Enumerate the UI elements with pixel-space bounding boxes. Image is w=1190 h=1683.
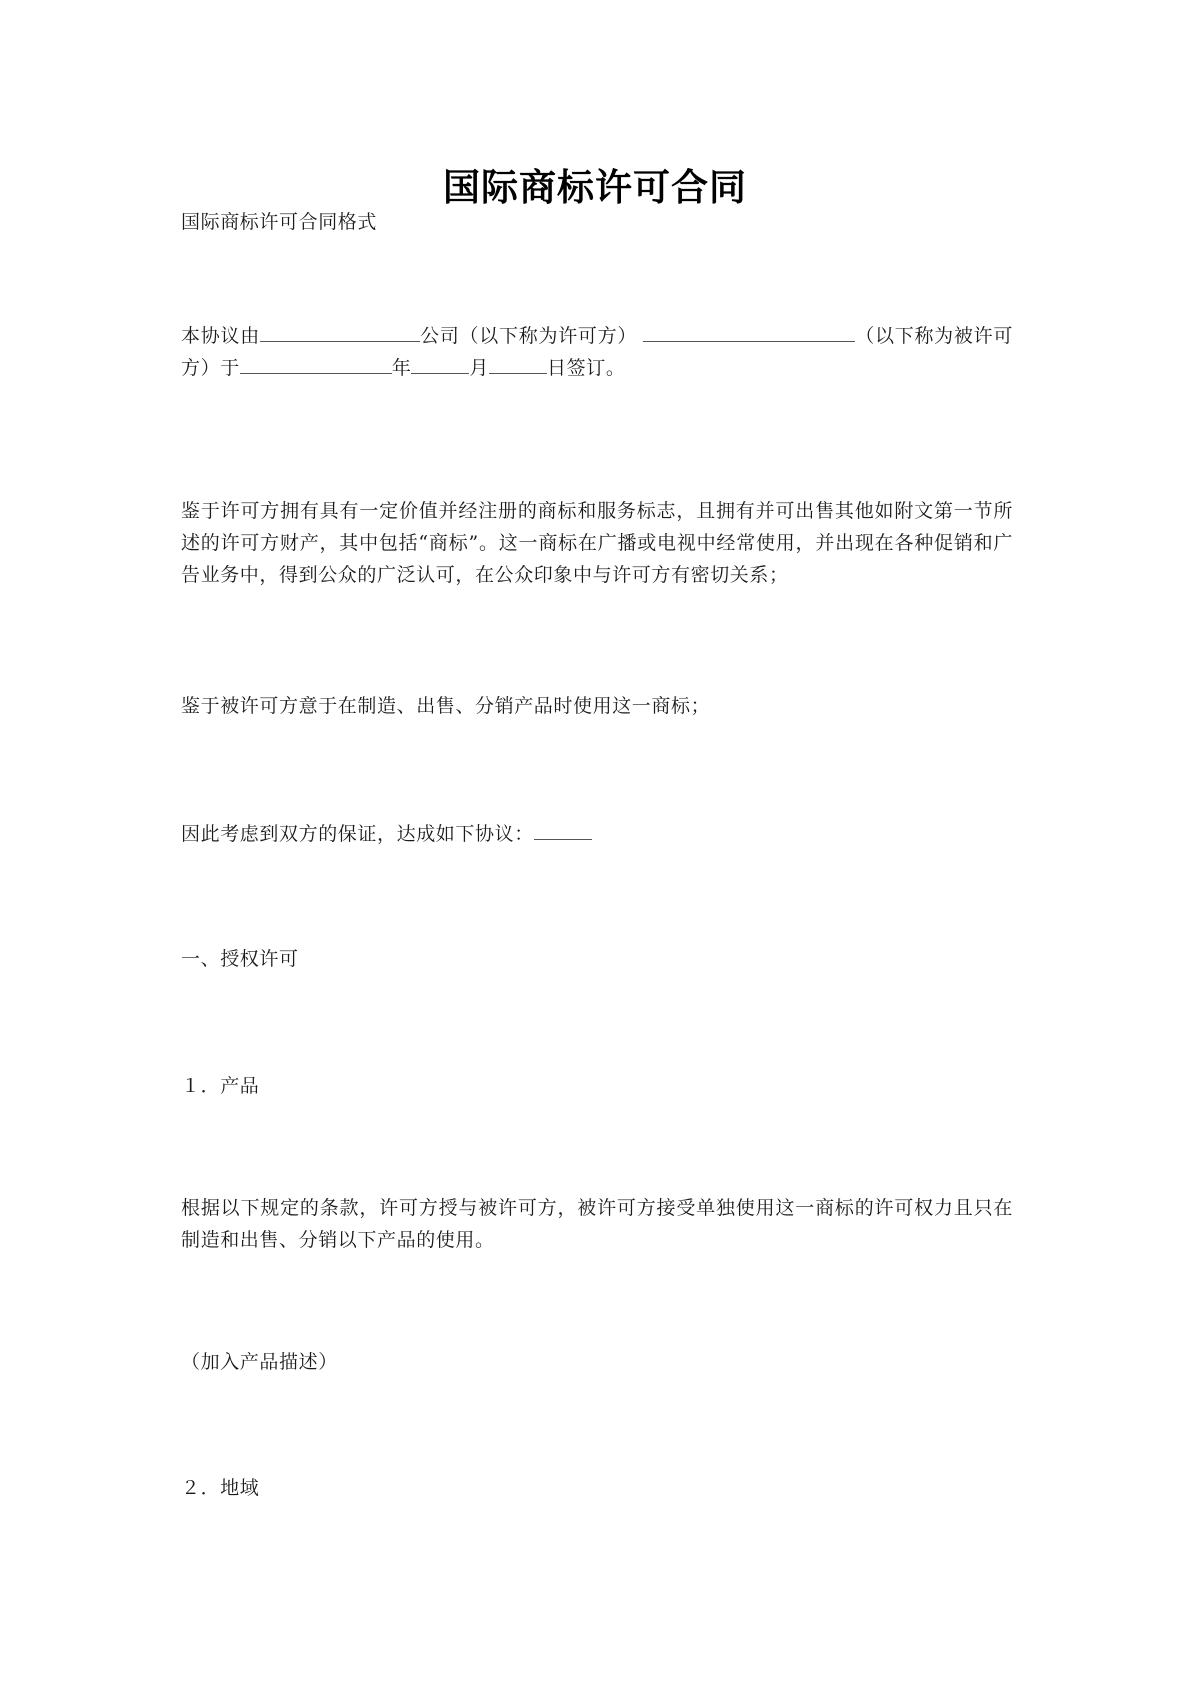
therefore-text: 因此考虑到双方的保证，达成如下协议： [181, 823, 534, 845]
intro-paragraph [181, 320, 1013, 384]
year-blank[interactable] [240, 355, 392, 374]
whereas-paragraph-2: 鉴于被许可方意于在制造、出售、分销产品时使用这一商标； [181, 695, 711, 717]
intro-text-4: 年 [391, 357, 412, 379]
clause-1-body: 根据以下规定的条款，许可方授与被许可方，被许可方接受单独使用这一商标的许可权力且只在制造和出售、分销以下产品的使用。 [181, 1197, 1013, 1251]
intro-text-2: 公司（以下称为许可方） [419, 325, 638, 347]
section-1-heading: 一、授权许可 [181, 948, 299, 970]
intro-text-1: 本协议由 [181, 325, 260, 347]
licensee-name-blank[interactable] [643, 323, 855, 342]
document-title: 国际商标许可合同 [443, 165, 747, 209]
intro-text-6: 日签订。 [547, 357, 626, 379]
therefore-blank[interactable] [534, 821, 592, 840]
clause-1-heading: １．产品 [181, 1075, 260, 1097]
clause-2-heading: ２．地域 [181, 1477, 260, 1499]
month-blank[interactable] [411, 355, 469, 374]
document-subtitle: 国际商标许可合同格式 [181, 211, 378, 233]
intro-text-5: 月 [469, 357, 490, 379]
intro-text-3: （以下称为被许可方）于 [181, 325, 1013, 379]
licensor-name-blank[interactable] [260, 323, 420, 342]
day-blank[interactable] [489, 355, 547, 374]
whereas-paragraph-1: 鉴于许可方拥有具有一定价值并经注册的商标和服务标志，且拥有并可出售其他如附文第一节所述的许可方财产，其中包括“商标”。这一商标在广播或电视中经常使用，并出现在各种促销和广告业务中，得到公众的广泛认可，在公众印象中与许可方有密切关系； [181, 500, 1013, 586]
clause-1-note: （加入产品描述） [181, 1351, 338, 1373]
therefore-paragraph [181, 818, 1013, 850]
